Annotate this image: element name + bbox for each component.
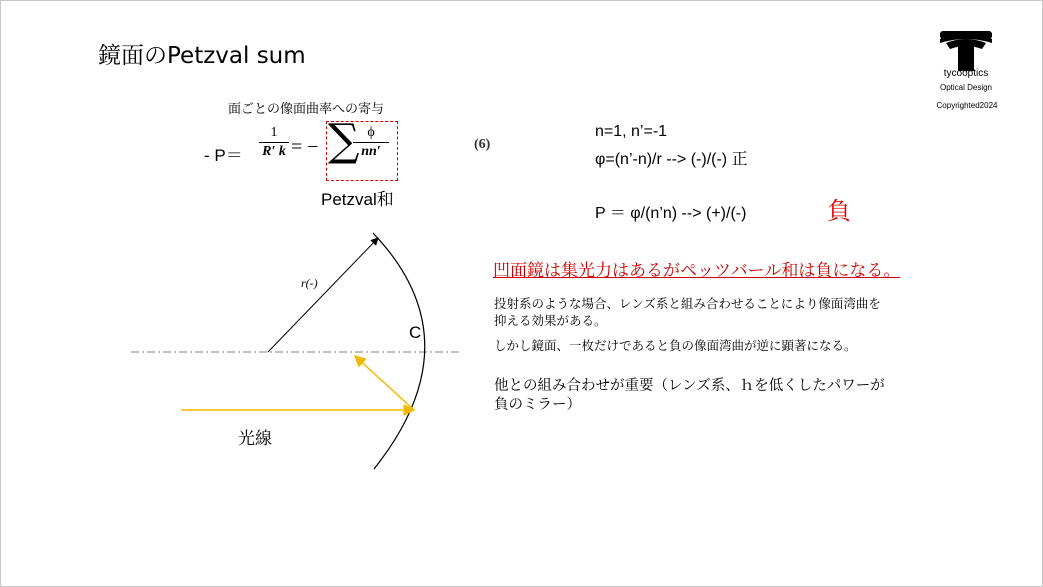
fraction-1-numerator: 1	[270, 125, 278, 140]
concave-mirror-diagram	[1, 1, 1042, 586]
equation-equals-minus: = −	[291, 136, 319, 158]
fraction-1-denominator: R′ k	[262, 144, 286, 159]
slide-title: 鏡面のPetzval sum	[98, 43, 306, 69]
reflected-ray	[355, 356, 414, 410]
brand-name: tycooptics	[943, 68, 989, 79]
note-paragraph-1-line-1: 投射系のような場合、レンズ系と組み合わせることにより像面湾曲を	[494, 296, 881, 311]
note-paragraph-2: しかし鏡面、一枚だけであると負の像面湾曲が逆に顕著になる。	[494, 338, 857, 353]
center-label: C	[409, 323, 422, 342]
brand-subtitle: Optical Design	[939, 83, 993, 92]
power-sign-line: φ=(n’-n)/r --> (-)/(-) 正	[595, 151, 748, 168]
copyright-notice: Copyrighted2024	[936, 101, 998, 110]
ray-label: 光線	[238, 429, 272, 449]
radius-arrow	[268, 238, 378, 352]
note-paragraph-1-line-2: 抑える効果がある。	[494, 313, 607, 328]
refractive-index-line: n=1, n’=-1	[595, 123, 668, 140]
note-paragraph-3-line-2: 負のミラー）	[494, 397, 581, 413]
negative-result: 負	[827, 197, 851, 225]
petzval-sign-line: P ＝ φ/(n’n) --> (+)/(-)	[595, 205, 747, 222]
radius-label: r(-)	[301, 276, 318, 290]
equation-lhs: - P＝	[204, 146, 243, 165]
equation-number: (6)	[474, 137, 491, 152]
fraction-2-numerator: ϕ	[367, 125, 375, 140]
note-paragraph-3-line-1: 他との組み合わせが重要（レンズ系、ｈを低くしたパワーが	[494, 378, 885, 394]
summation-symbol: ∑	[328, 115, 360, 166]
equation-caption: 面ごとの像面曲率への寄与	[228, 102, 385, 117]
conclusion-headline: 凹面鏡は集光力はあるがペッツバール和は負になる。	[493, 261, 901, 281]
fraction-2-denominator: nn′	[361, 144, 381, 159]
petzval-sum-label: Petzval和	[321, 190, 394, 209]
mirror-surface	[373, 233, 425, 469]
